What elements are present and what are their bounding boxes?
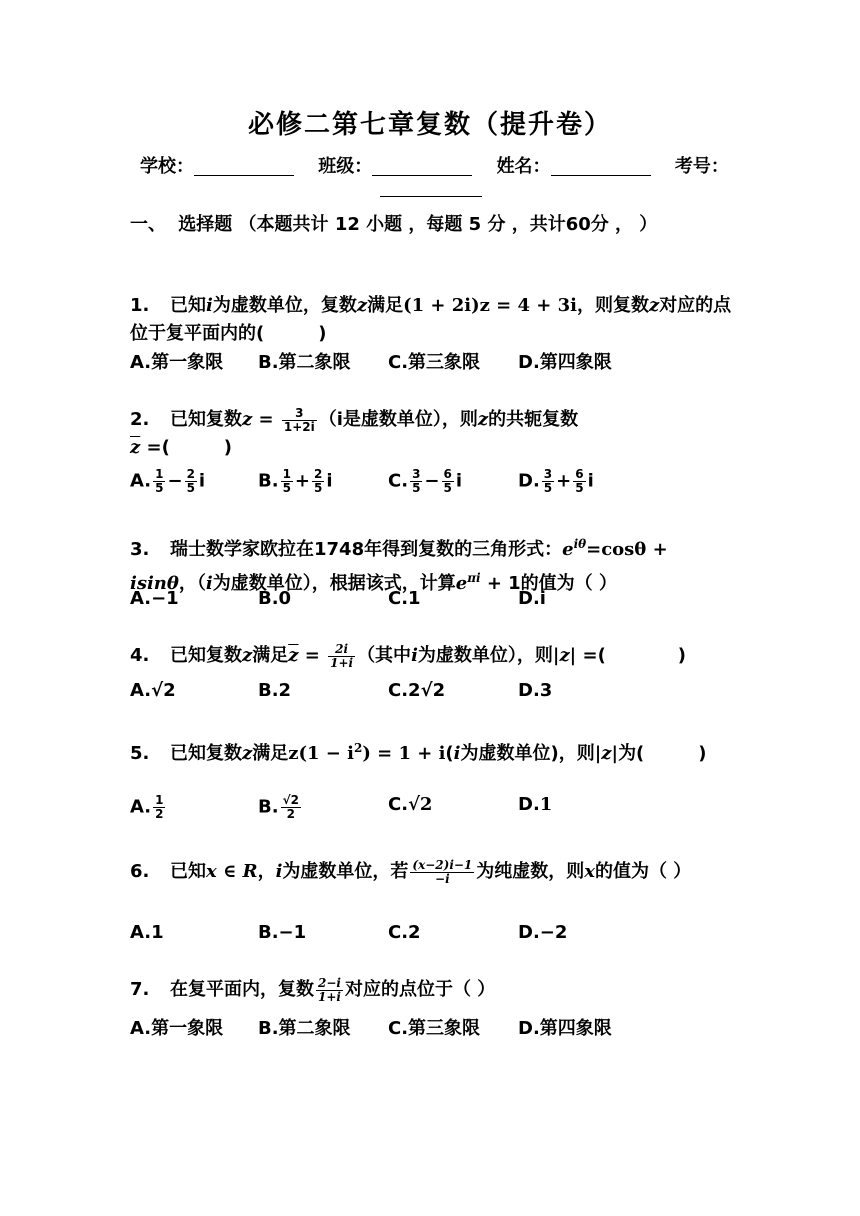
operator: + bbox=[556, 470, 572, 492]
math-z: z bbox=[242, 645, 253, 666]
options-row bbox=[130, 680, 750, 710]
question-5 bbox=[130, 734, 740, 768]
option-a[interactable]: A.√2 bbox=[130, 680, 176, 701]
fraction bbox=[573, 468, 585, 495]
math-equation: =cosθ + bbox=[586, 539, 668, 560]
option-a[interactable]: A.第一象限 bbox=[130, 352, 224, 373]
denominator: 1+2i bbox=[283, 419, 315, 434]
option-b[interactable]: B.−1 bbox=[258, 922, 307, 943]
question-number: 5. bbox=[130, 743, 150, 764]
math-e: e bbox=[455, 573, 468, 594]
question-number: 1. bbox=[130, 295, 150, 316]
option-b[interactable]: B.0 bbox=[258, 588, 292, 609]
option-a[interactable] bbox=[130, 794, 167, 821]
denominator: 5 bbox=[543, 481, 553, 495]
option-d[interactable]: D.3 bbox=[518, 680, 553, 701]
math-i: i bbox=[453, 743, 461, 764]
question-text: 对应的点位于复平面内的( ) bbox=[130, 295, 732, 344]
question-text: 对应的点位于（ ） bbox=[344, 979, 496, 1000]
option-c[interactable]: C.第三象限 bbox=[388, 1018, 481, 1039]
options-row bbox=[130, 1014, 750, 1044]
math-i: i bbox=[206, 295, 213, 316]
school-blank[interactable] bbox=[194, 157, 294, 176]
numerator: 2 bbox=[186, 467, 195, 481]
math-equation: ) = 1 + i bbox=[362, 743, 446, 764]
imag-unit: i bbox=[587, 470, 594, 492]
denominator: −i bbox=[435, 871, 450, 886]
fraction bbox=[328, 643, 355, 670]
denominator: 5 bbox=[282, 481, 291, 495]
numerator: 3 bbox=[543, 467, 553, 481]
question-text: ， bbox=[257, 861, 276, 882]
numerator: 1 bbox=[155, 467, 164, 481]
options-row bbox=[130, 588, 750, 618]
option-letter: A. bbox=[130, 470, 152, 492]
math-expression: isinθ bbox=[130, 573, 179, 594]
option-c[interactable] bbox=[388, 794, 432, 815]
option-a[interactable]: A.1 bbox=[130, 922, 164, 943]
math-abs-z: |z| bbox=[594, 743, 619, 764]
numerator: √2 bbox=[282, 793, 299, 807]
math-i: i bbox=[411, 645, 418, 666]
fraction bbox=[312, 468, 324, 495]
math-x: x bbox=[584, 861, 596, 882]
option-b[interactable]: B.第二象限 bbox=[258, 1018, 351, 1039]
math-z-conjugate: $\overline{z}$ bbox=[288, 645, 299, 666]
math-i: i bbox=[205, 573, 213, 594]
denominator: 5 bbox=[155, 481, 164, 495]
math-equation: (1 + 2i)z = 4 + 3i bbox=[403, 295, 577, 316]
numerator: (x−2)i−1 bbox=[412, 857, 473, 872]
option-d[interactable]: D.第四象限 bbox=[518, 1018, 612, 1039]
option-letter: D. bbox=[518, 470, 540, 492]
name-label: 姓名： bbox=[496, 156, 551, 177]
option-b[interactable] bbox=[258, 794, 303, 821]
option-letter: C. bbox=[388, 794, 409, 815]
numerator: 3 bbox=[282, 407, 317, 421]
option-c[interactable]: C.2√2 bbox=[388, 680, 446, 701]
option-d[interactable] bbox=[518, 468, 594, 495]
imag-unit: i bbox=[198, 470, 206, 492]
question-text: 已知 bbox=[170, 295, 206, 316]
option-c[interactable]: C.1 bbox=[388, 588, 421, 609]
exam-no-blank[interactable] bbox=[380, 178, 482, 197]
page-title: 必修二第七章复数（提升卷） bbox=[247, 110, 612, 140]
denominator: 5 bbox=[575, 481, 584, 495]
school-label: 学校： bbox=[140, 156, 194, 177]
fraction bbox=[185, 468, 197, 495]
question-text: 已知复数 bbox=[170, 743, 242, 764]
option-letter: B. bbox=[258, 796, 279, 818]
math-z-conjugate: $\overline{z}$ bbox=[130, 437, 141, 458]
question-text: 为虚数单位，复数 bbox=[212, 295, 357, 316]
option-a[interactable]: A.第一象限 bbox=[130, 1018, 224, 1039]
question-text: 已知复数 bbox=[170, 645, 242, 666]
fraction bbox=[442, 468, 454, 495]
class-blank[interactable] bbox=[372, 157, 472, 176]
question-text: 在复平面内，复数 bbox=[170, 979, 314, 1000]
numerator: 6 bbox=[575, 467, 584, 481]
question-6 bbox=[130, 858, 740, 886]
option-b[interactable]: B.2 bbox=[258, 680, 292, 701]
question-text: =( ) bbox=[576, 645, 687, 666]
options-row bbox=[130, 794, 750, 824]
numerator: 1 bbox=[155, 793, 164, 807]
numerator: 6 bbox=[443, 467, 452, 481]
option-d[interactable] bbox=[518, 794, 552, 815]
question-text: 为虚数单位），则 bbox=[417, 645, 553, 666]
option-value: 1 bbox=[539, 794, 553, 815]
question-number: 6. bbox=[130, 861, 150, 882]
denominator: 5 bbox=[412, 481, 421, 495]
question-text: 满足 bbox=[252, 743, 289, 764]
class-label: 班级： bbox=[318, 156, 373, 177]
fraction bbox=[282, 407, 317, 434]
question-7 bbox=[130, 976, 740, 1004]
math-exponent: 2 bbox=[353, 741, 363, 755]
fraction bbox=[542, 468, 554, 495]
math-z: z bbox=[648, 295, 660, 316]
question-text: 满足 bbox=[367, 295, 404, 316]
question-number: 3. bbox=[130, 539, 150, 560]
operator: + bbox=[294, 470, 311, 492]
question-1 bbox=[130, 292, 740, 348]
option-b[interactable] bbox=[258, 468, 333, 495]
question-text: （其中 bbox=[357, 645, 412, 666]
section-title: 选择题 （本题共计 12 小题 ，每题 5 分 ，共计60分 ， ） bbox=[178, 214, 658, 235]
question-text: ( bbox=[445, 743, 454, 764]
exam-no-label: 考号： bbox=[674, 156, 729, 177]
student-info-row bbox=[140, 152, 729, 178]
question-text: 为虚数单位），根据该式，计算 bbox=[212, 573, 456, 594]
math-equals: = bbox=[298, 645, 327, 666]
fraction bbox=[153, 468, 165, 495]
question-text: 已知 bbox=[170, 861, 206, 882]
denominator: 2 bbox=[286, 807, 295, 821]
option-d[interactable]: D.i bbox=[518, 588, 546, 609]
denominator: 1+i bbox=[318, 989, 341, 1004]
math-exponent: πi bbox=[467, 571, 481, 585]
question-text: 为纯虚数，则 bbox=[476, 861, 585, 882]
question-number: 2. bbox=[130, 409, 150, 430]
math-z: z bbox=[477, 409, 489, 430]
denominator: 2 bbox=[155, 807, 164, 821]
math-x-in-r: x ∈ R bbox=[206, 861, 258, 882]
fraction bbox=[410, 468, 422, 495]
options-row bbox=[130, 348, 750, 378]
imag-unit: i bbox=[455, 470, 463, 492]
numerator: 1 bbox=[282, 467, 291, 481]
math-i: i bbox=[275, 861, 283, 882]
question-number: 7. bbox=[130, 979, 150, 1000]
denominator: 5 bbox=[443, 481, 452, 495]
question-2 bbox=[130, 406, 740, 462]
option-letter: C. bbox=[388, 470, 409, 492]
math-z: z bbox=[242, 743, 253, 764]
fraction bbox=[153, 794, 165, 821]
question-text: 的共轭复数 bbox=[488, 409, 579, 430]
question-text: ，则复数 bbox=[576, 295, 649, 316]
option-letter: D. bbox=[518, 794, 540, 815]
fraction bbox=[410, 859, 474, 886]
denominator: 1+i bbox=[330, 655, 354, 670]
numerator: 2−i bbox=[318, 975, 341, 990]
question-text: 为虚数单位)，则 bbox=[460, 743, 595, 764]
option-letter: A. bbox=[130, 796, 152, 818]
question-text: 的值为（ ） bbox=[595, 861, 692, 882]
denominator: 5 bbox=[314, 481, 323, 495]
math-e: e bbox=[562, 539, 574, 560]
math-exponent: iθ bbox=[573, 537, 587, 551]
imag-unit: i bbox=[326, 470, 333, 492]
option-d[interactable]: D.−2 bbox=[518, 922, 568, 943]
question-text: ，（ bbox=[178, 573, 206, 594]
name-blank[interactable] bbox=[551, 157, 651, 176]
question-text: 瑞士数学家欧拉在1748年得到复数的三角形式： bbox=[170, 539, 563, 560]
fraction bbox=[281, 794, 301, 821]
option-a[interactable] bbox=[130, 468, 205, 495]
option-c[interactable] bbox=[388, 468, 462, 495]
question-text: 满足 bbox=[252, 645, 289, 666]
options-row bbox=[130, 468, 750, 498]
question-4 bbox=[130, 642, 740, 670]
fraction bbox=[316, 977, 343, 1004]
section-heading bbox=[130, 212, 730, 238]
option-b[interactable]: B.第二象限 bbox=[258, 352, 351, 373]
math-z: z = bbox=[242, 409, 280, 430]
option-letter: B. bbox=[258, 470, 279, 492]
question-text: （i是虚数单位），则 bbox=[318, 409, 478, 430]
option-c[interactable]: C.2 bbox=[388, 922, 421, 943]
options-row bbox=[130, 922, 750, 952]
math-equation: z(1 − i bbox=[288, 743, 354, 764]
question-text: 已知复数 bbox=[170, 409, 242, 430]
numerator: 3 bbox=[412, 467, 421, 481]
option-d[interactable]: D.第四象限 bbox=[518, 352, 612, 373]
question-text: + 1的值为（ ） bbox=[480, 573, 617, 594]
numerator: 2 bbox=[314, 467, 323, 481]
option-value: √2 bbox=[408, 794, 433, 815]
operator: − bbox=[167, 470, 183, 492]
question-text: 为虚数单位，若 bbox=[282, 861, 409, 882]
question-text: 为( ) bbox=[618, 743, 707, 764]
denominator: 5 bbox=[186, 481, 195, 495]
section-number: 一、 bbox=[130, 214, 166, 235]
numerator: 2i bbox=[328, 643, 355, 657]
option-c[interactable]: C.第三象限 bbox=[388, 352, 481, 373]
math-abs-z: |z| bbox=[552, 645, 577, 666]
fraction bbox=[281, 468, 293, 495]
question-number: 4. bbox=[130, 645, 150, 666]
math-z: z bbox=[356, 295, 368, 316]
option-a[interactable]: A.−1 bbox=[130, 588, 179, 609]
question-text: =( ) bbox=[140, 437, 233, 458]
operator: − bbox=[424, 470, 440, 492]
